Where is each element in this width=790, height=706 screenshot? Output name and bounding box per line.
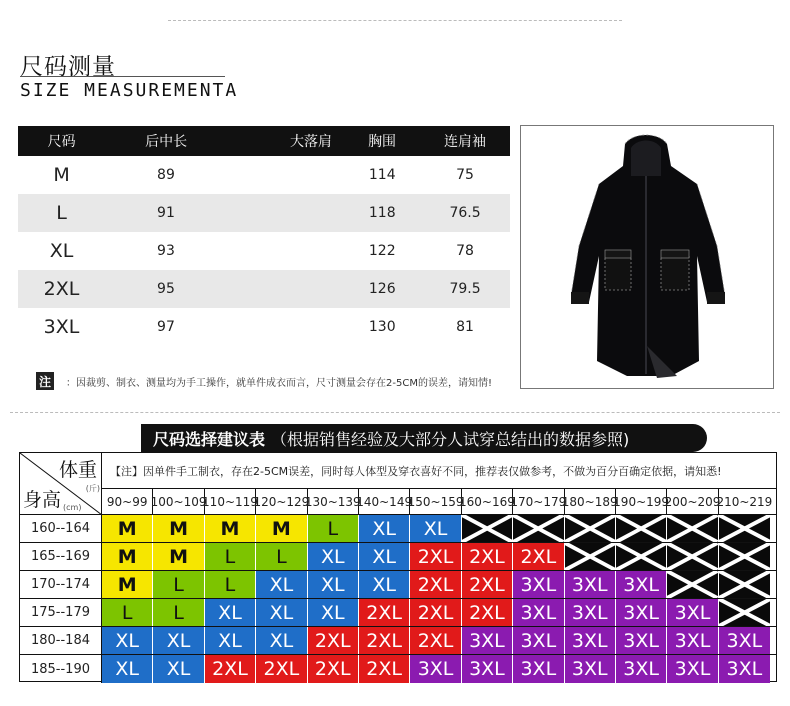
size-cell: 3XL bbox=[565, 599, 616, 626]
size-cell: L bbox=[153, 599, 204, 626]
size-guide-table bbox=[19, 452, 777, 682]
size-cell: XL bbox=[102, 655, 153, 683]
measurement-table bbox=[18, 126, 510, 346]
weight-unit: (斤) bbox=[85, 484, 100, 493]
size-cell: M bbox=[205, 515, 256, 542]
size-cell: XL bbox=[102, 627, 153, 654]
size-guide-notice: 【注】因单件手工制衣，存在2-5CM误差，同时每人体型及穿衣喜好不同，推荐表仅做参考，不做为百分百确定依据，请知悉! bbox=[102, 453, 776, 489]
size-cell: 3XL bbox=[616, 571, 667, 598]
size-cell: 3XL bbox=[616, 655, 667, 683]
size-cell: 2XL bbox=[410, 571, 461, 598]
size-cell: 2XL bbox=[410, 599, 461, 626]
size-cell: XL bbox=[359, 571, 410, 598]
row-back-length: 97 bbox=[157, 319, 175, 335]
size-cell: L bbox=[102, 599, 153, 626]
not-available-cross-icon bbox=[719, 543, 770, 570]
size-cell: 3XL bbox=[565, 627, 616, 654]
top-dashed-divider bbox=[168, 20, 622, 21]
page-title-en: SIZE MEASUREMENTA bbox=[20, 80, 239, 101]
size-cell: XL bbox=[410, 515, 461, 542]
col-chest: 胸围 bbox=[368, 134, 397, 150]
size-cell: L bbox=[256, 543, 307, 570]
size-cell: 2XL bbox=[308, 655, 359, 683]
product-photo bbox=[520, 125, 774, 389]
size-cell: L bbox=[153, 571, 204, 598]
weight-range-header: 190~199 bbox=[616, 489, 667, 514]
size-cell: 3XL bbox=[462, 655, 513, 683]
not-available-cross-icon bbox=[719, 571, 770, 598]
size-cell: 3XL bbox=[719, 655, 770, 683]
size-cell: 3XL bbox=[565, 655, 616, 683]
size-cell: 2XL bbox=[462, 599, 513, 626]
size-cell: M bbox=[256, 515, 307, 542]
col-size: 尺码 bbox=[47, 134, 76, 150]
size-guide-title-bold: 尺码选择建议表 bbox=[153, 429, 266, 449]
note-text: ：因裁剪、制衣、测量均为手工操作，就单件成衣而言，尺寸测量会存在2-5CM的误差，请知情! bbox=[66, 377, 492, 389]
row-chest: 122 bbox=[368, 243, 396, 259]
col-sleeve: 连肩袖 bbox=[443, 134, 486, 150]
size-cell: 3XL bbox=[462, 627, 513, 654]
size-cell: 2XL bbox=[308, 627, 359, 654]
not-available-cross-icon bbox=[719, 599, 770, 626]
height-row bbox=[20, 655, 776, 683]
size-cell: XL bbox=[308, 571, 359, 598]
size-cell: 3XL bbox=[667, 655, 718, 683]
size-cell: 3XL bbox=[616, 599, 667, 626]
size-cell: XL bbox=[153, 655, 204, 683]
size-cell: 2XL bbox=[462, 543, 513, 570]
size-cell: 2XL bbox=[359, 599, 410, 626]
row-size: 3XL bbox=[43, 316, 80, 338]
size-cell: L bbox=[308, 515, 359, 542]
row-back-length: 91 bbox=[157, 205, 175, 221]
weight-range-header: 160~169 bbox=[462, 489, 513, 514]
size-cell: XL bbox=[256, 599, 307, 626]
note-badge: 注 bbox=[36, 372, 54, 390]
not-available-cross-icon bbox=[719, 515, 770, 542]
row-back-length: 95 bbox=[157, 281, 175, 297]
size-cell: XL bbox=[308, 599, 359, 626]
size-guide-title bbox=[141, 424, 707, 452]
weight-range-header: 210~219 bbox=[716, 494, 773, 509]
weight-range-header: 110~119 bbox=[205, 489, 256, 514]
measurement-table-header bbox=[18, 126, 510, 156]
size-cell: 2XL bbox=[359, 655, 410, 683]
size-cell: 2XL bbox=[205, 655, 256, 683]
measurement-row bbox=[18, 194, 510, 232]
section-dashed-divider bbox=[10, 412, 780, 413]
size-cell: 3XL bbox=[513, 627, 564, 654]
title-rule bbox=[20, 76, 225, 77]
size-cell: 2XL bbox=[462, 571, 513, 598]
size-cell: 3XL bbox=[565, 571, 616, 598]
height-row bbox=[20, 627, 776, 655]
height-range-label: 175--179 bbox=[20, 599, 102, 626]
size-cell: M bbox=[153, 543, 204, 570]
size-cell: 3XL bbox=[667, 627, 718, 654]
not-available-cross-icon bbox=[616, 515, 667, 542]
size-cell: M bbox=[102, 515, 153, 542]
size-cell: 3XL bbox=[667, 599, 718, 626]
height-row bbox=[20, 543, 776, 571]
size-cell: 3XL bbox=[513, 571, 564, 598]
size-cell: XL bbox=[205, 599, 256, 626]
height-label: 身高 bbox=[23, 489, 62, 511]
weight-label: 体重 bbox=[58, 459, 97, 481]
height-row bbox=[20, 571, 776, 599]
row-sleeve: 81 bbox=[456, 319, 474, 335]
size-cell: 3XL bbox=[616, 627, 667, 654]
col-back-length: 后中长 bbox=[145, 134, 188, 150]
row-size: XL bbox=[49, 240, 74, 262]
height-row bbox=[20, 515, 776, 543]
row-size: M bbox=[53, 164, 70, 186]
measurement-note bbox=[36, 372, 492, 390]
size-cell: 2XL bbox=[410, 543, 461, 570]
size-cell: L bbox=[205, 571, 256, 598]
height-range-label: 180--184 bbox=[20, 627, 102, 654]
size-cell: M bbox=[102, 571, 153, 598]
table-corner bbox=[20, 453, 102, 515]
not-available-cross-icon bbox=[667, 515, 718, 542]
weight-range-header: 120~129 bbox=[256, 489, 307, 514]
row-sleeve: 78 bbox=[456, 243, 474, 259]
not-available-cross-icon bbox=[513, 515, 564, 542]
height-unit: (cm) bbox=[63, 503, 82, 512]
page-title-cn: 尺码测量 bbox=[20, 54, 116, 80]
row-sleeve: 79.5 bbox=[449, 281, 481, 297]
size-cell: M bbox=[102, 543, 153, 570]
col-drop-shoulder: 大落肩 bbox=[289, 134, 332, 150]
height-range-label: 160--164 bbox=[20, 515, 102, 542]
size-cell: XL bbox=[256, 627, 307, 654]
size-cell: XL bbox=[308, 543, 359, 570]
black-hooded-coat-image bbox=[521, 126, 773, 388]
not-available-cross-icon bbox=[667, 543, 718, 570]
row-chest: 114 bbox=[368, 167, 396, 183]
height-row bbox=[20, 599, 776, 627]
row-sleeve: 75 bbox=[456, 167, 474, 183]
size-cell: M bbox=[153, 515, 204, 542]
row-chest: 130 bbox=[368, 319, 396, 335]
weight-range-header: 150~159 bbox=[410, 489, 461, 514]
size-cell: 2XL bbox=[256, 655, 307, 683]
weight-range-header: 100~109 bbox=[153, 489, 204, 514]
size-cell: 2XL bbox=[513, 543, 564, 570]
size-cell: 2XL bbox=[410, 627, 461, 654]
size-cell: 3XL bbox=[513, 599, 564, 626]
measurement-row bbox=[18, 270, 510, 308]
row-back-length: 89 bbox=[157, 167, 175, 183]
row-size: 2XL bbox=[43, 278, 80, 300]
size-cell: XL bbox=[256, 571, 307, 598]
size-cell: XL bbox=[359, 515, 410, 542]
size-cell: 2XL bbox=[359, 627, 410, 654]
size-cell: XL bbox=[205, 627, 256, 654]
size-guide-title-sub: （根据销售经验及大部分人试穿总结出的数据参照) bbox=[271, 429, 630, 449]
size-cell: 3XL bbox=[719, 627, 770, 654]
size-cell: L bbox=[205, 543, 256, 570]
measurement-row bbox=[18, 232, 510, 270]
measurement-row bbox=[18, 156, 510, 194]
row-chest: 118 bbox=[368, 205, 396, 221]
not-available-cross-icon bbox=[462, 515, 513, 542]
weight-range-header: 170~179 bbox=[513, 489, 564, 514]
weight-range-header: 130~139 bbox=[308, 489, 359, 514]
row-chest: 126 bbox=[368, 281, 396, 297]
size-cell: XL bbox=[153, 627, 204, 654]
row-back-length: 93 bbox=[157, 243, 175, 259]
not-available-cross-icon bbox=[565, 515, 616, 542]
not-available-cross-icon bbox=[616, 543, 667, 570]
size-cell: XL bbox=[359, 543, 410, 570]
weight-range-header: 90~99 bbox=[102, 489, 153, 514]
height-range-label: 165--169 bbox=[20, 543, 102, 570]
measurement-row bbox=[18, 308, 510, 346]
weight-range-header: 180~189 bbox=[565, 489, 616, 514]
weight-range-header: 200~209 bbox=[667, 489, 718, 514]
weight-range-header: 140~149 bbox=[359, 489, 410, 514]
not-available-cross-icon bbox=[565, 543, 616, 570]
weight-header-row bbox=[102, 489, 776, 515]
row-size: L bbox=[56, 202, 67, 224]
size-cell: 3XL bbox=[513, 655, 564, 683]
size-cell: 3XL bbox=[410, 655, 461, 683]
height-range-label: 170--174 bbox=[20, 571, 102, 598]
not-available-cross-icon bbox=[667, 571, 718, 598]
row-sleeve: 76.5 bbox=[449, 205, 481, 221]
height-range-label: 185--190 bbox=[20, 655, 102, 683]
